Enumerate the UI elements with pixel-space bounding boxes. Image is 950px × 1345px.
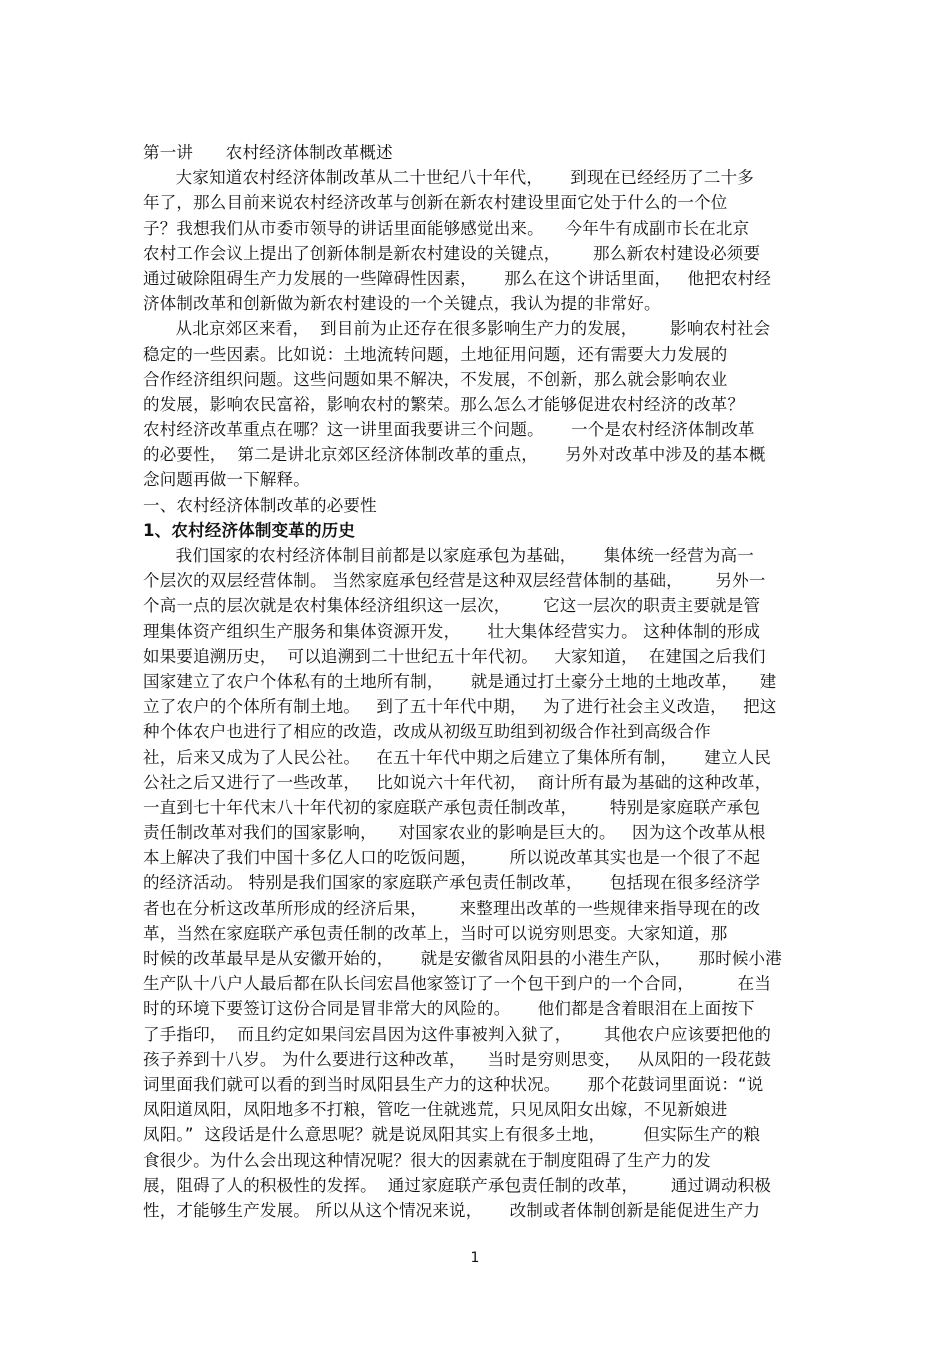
text-line: 个层次的双层经营体制。 当然家庭承包经营是这种双层经营体制的基础， 另外一: [143, 571, 766, 591]
section-subheading: 1、农村经济体制变革的历史: [143, 520, 356, 540]
text-line: 通过破除阻碍生产力发展的一些障碍性因素， 那么在这个讲话里面， 他把农村经: [143, 268, 772, 288]
text-line: 食很少。为什么会出现这种情况呢？很大的因素就在于制度阻碍了生产力的发: [143, 1150, 711, 1170]
text-line: 性，才能够生产发展。 所以从这个情况来说， 改制或者体制创新是能促进生产力: [143, 1200, 761, 1220]
paragraph-block-history: [143, 543, 805, 1223]
text-line: 个高一点的层次就是农村集体经济组织这一层次， 它这一层次的职责主要就是管: [143, 596, 761, 616]
lecture-title: 第一讲 农村经济体制改革概述: [143, 143, 393, 162]
text-line: 者也在分析这改革所形成的经济后果， 来整理出改革的一些规律来指导现在的改: [143, 898, 761, 918]
text-line: 一、农村经济体制改革的必要性: [143, 495, 377, 515]
text-line: 我们国家的农村经济体制目前都是以家庭承包为基础， 集体统一经营为高一: [143, 546, 754, 565]
text-line: 农村工作会议上提出了创新体制是新农村建设的关键点， 那么新农村建设必须要: [143, 243, 761, 263]
text-line: 革，当然在家庭联产承包责任制的改革上，当时可以说穷则思变。大家知道，那: [143, 923, 728, 943]
text-line: 如果要追溯历史， 可以追溯到二十世纪五十年代初。 大家知道， 在建国之后我们: [143, 646, 766, 666]
text-line: 一直到七十年代末八十年代初的家庭联产承包责任制改革， 特别是家庭联产承包: [143, 797, 761, 817]
text-line: 子？我想我们从市委市领导的讲话里面能够感觉出来。 今年牛有成副市长在北京: [143, 218, 750, 238]
text-line: 济体制改革和创新做为新农村建设的一个关键点，我认为提的非常好。: [143, 294, 661, 314]
page-number: 1: [470, 1250, 480, 1266]
text-line: 生产队十八户人最后都在队长闫宏昌他家签订了一个包干到户的一个合同， 在当: [143, 974, 772, 994]
text-line: 时候的改革最早是从安徽开始的， 就是安徽省凤阳县的小港生产队， 那时候小港: [143, 949, 782, 968]
text-line: 了手指印， 而且约定如果闫宏昌因为这件事被判入狱了， 其他农户应该要把他的: [143, 1024, 772, 1044]
text-line: 立了农户的个体所有制土地。 到了五十年代中期， 为了进行社会主义改造， 把这: [143, 697, 777, 717]
text-line: 合作经济组织问题。这些问题如果不解决，不发展，不创新，那么就会影响农业: [143, 369, 728, 389]
text-line: 年了，那么目前来说农村经济改革与创新在新农村建设里面它处于什么的一个位: [143, 193, 728, 213]
text-line: 农村经济改革重点在哪？这一讲里面我要讲三个问题。 一个是农村经济体制改革: [143, 420, 755, 440]
text-line: 凤阳。” 这段话是什么意思呢？就是说凤阳其实上有很多土地， 但实际生产的粮: [143, 1125, 761, 1145]
paragraph-block-intro: [143, 165, 805, 518]
document-body: [143, 140, 805, 1223]
text-line: 稳定的一些因素。比如说：土地流转问题，土地征用问题，还有需要大力发展的: [143, 344, 728, 364]
text-line: 责任制改革对我们的国家影响， 对国家农业的影响是巨大的。 因为这个改革从根: [143, 823, 766, 843]
text-line: 时的环境下要签订这份合同是冒非常大的风险的。 他们都是含着眼泪在上面按下: [143, 999, 755, 1019]
text-line: 的发展，影响农民富裕，影响农村的繁荣。那么怎么才能够促进农村经济的改革？: [143, 394, 745, 414]
text-line: 的经济活动。 特别是我们国家的家庭联产承包责任制改革， 包括现在很多经济学: [143, 873, 761, 893]
text-line: 展，阻碍了人的积极性的发挥。 通过家庭联产承包责任制的改革， 通过调动积极: [143, 1175, 772, 1195]
text-line: 的必要性， 第二是讲北京郊区经济体制改革的重点， 另外对改革中涉及的基本概: [143, 445, 766, 465]
text-line: 大家知道农村经济体制改革从二十世纪八十年代， 到现在已经经历了二十多: [143, 168, 754, 188]
text-line: 种个体农户也进行了相应的改造，改成从初级互助组到初级合作社到高级合作: [143, 722, 711, 742]
text-line: 从北京郊区来看， 到目前为止还存在很多影响生产力的发展， 影响农村社会: [143, 319, 771, 339]
text-line: 公社之后又进行了一些改革， 比如说六十年代初， 商计所有最为基础的这种改革，: [143, 772, 772, 792]
text-line: 社，后来又成为了人民公社。 在五十年代中期之后建立了集体所有制， 建立人民: [143, 747, 772, 767]
text-line: 本上解决了我们中国十多亿人口的吃饭问题， 所以说改革其实也是一个很了不起: [143, 848, 761, 868]
text-line: 凤阳道凤阳，凤阳地多不打粮，管吃一住就逃荒，只见凤阳女出嫁，不见新娘进: [143, 1100, 728, 1120]
text-line: 国家建立了农户个体私有的土地所有制， 就是通过打土豪分土地的土地改革， 建: [143, 671, 777, 691]
text-line: 念问题再做一下解释。: [143, 470, 310, 490]
text-line: 理集体资产组织生产服务和集体资源开发， 壮大集体经营实力。 这种体制的形成: [143, 621, 761, 641]
text-line: 孩子养到十八岁。 为什么要进行这种改革， 当时是穷则思变， 从凤阳的一段花鼓: [143, 1049, 772, 1069]
text-line: 词里面我们就可以看的到当时凤阳县生产力的这种状况。 那个花鼓词里面说：“说: [143, 1074, 764, 1094]
